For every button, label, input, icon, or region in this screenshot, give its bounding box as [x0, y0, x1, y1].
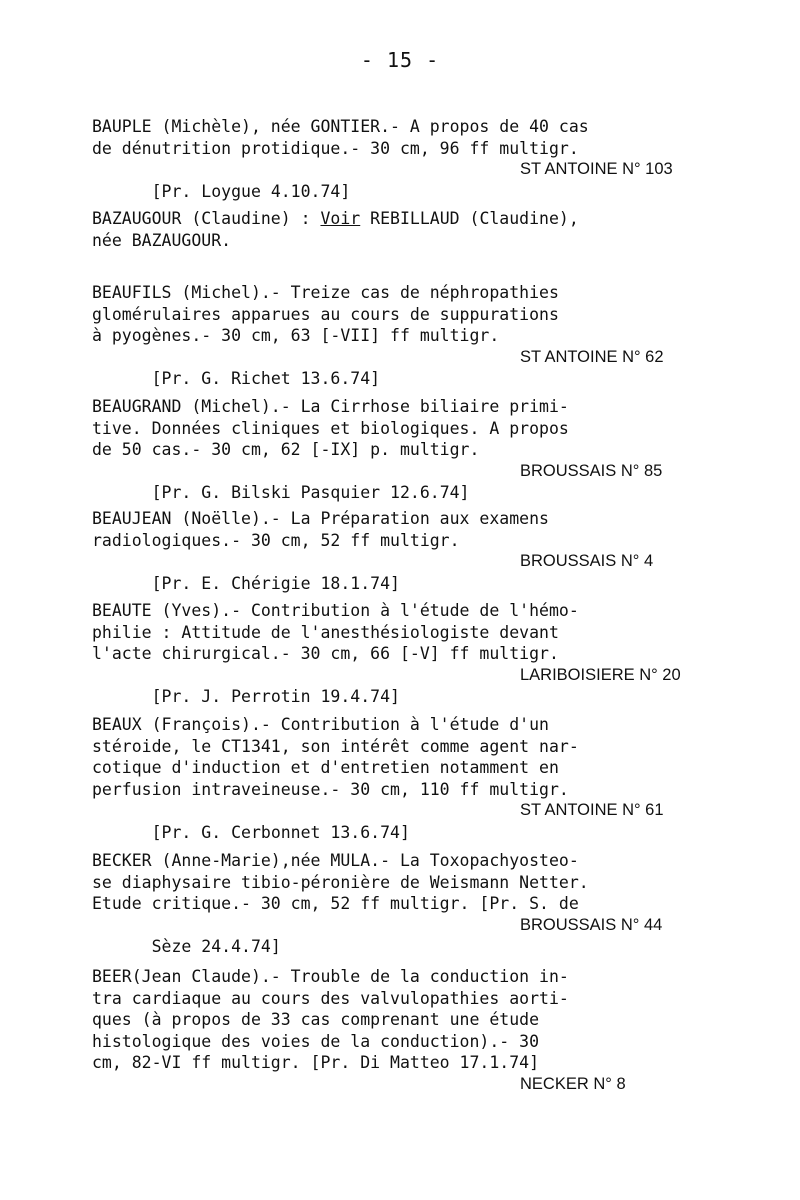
library-location: BROUSSAIS N° 85 — [520, 461, 663, 480]
library-location: BROUSSAIS N° 4 — [520, 552, 654, 570]
library-location: ST ANTOINE N° 61 — [520, 801, 664, 819]
entry-line: cotique d'induction et d'entretien notamment en — [92, 758, 559, 777]
entry-line: philie : Attitude de l'anesthésiologiste devant — [92, 622, 559, 642]
catalog-entry — [92, 850, 752, 956]
entry-line: de 50 cas.- 30 cm, 62 [-IX] p. multigr. — [92, 440, 480, 459]
see-reference: Voir — [320, 209, 361, 228]
entry-line: Sèze 24.4.74] — [151, 937, 281, 956]
catalog-entry — [92, 396, 752, 502]
entry-line: BEAUGRAND (Michel).- La Cirrhose biliaire primi- — [92, 397, 569, 416]
entry-line: BEAUX (François).- Contribution à l'étude d'un — [92, 715, 549, 734]
library-location: LARIBOISIERE N° 20 — [520, 665, 681, 684]
catalog-entry — [92, 282, 752, 388]
entry-line: née BAZAUGOUR. — [92, 230, 232, 250]
library-location: ST ANTOINE N° 62 — [520, 347, 664, 366]
entry-line: perfusion intraveineuse.- 30 cm, 110 ff multigr. — [92, 779, 569, 799]
entry-line: BAUPLE (Michèle), née GONTIER.- A propos de 40 cas — [92, 117, 589, 136]
entry-line: BEAUTE (Yves).- Contribution à l'étude de l'hémo- — [92, 601, 579, 620]
entry-line: [Pr. Loygue 4.10.74] — [151, 181, 351, 201]
catalog-entry — [92, 208, 752, 251]
entry-line: glomérulaires apparues au cours de suppurations — [92, 304, 559, 324]
library-location: ST ANTOINE N° 103 — [520, 160, 673, 178]
entry-line: [Pr. G. Cerbonnet 13.6.74] — [151, 822, 410, 842]
entry-line: histologique des voies de la conduction).- 30 — [92, 1031, 540, 1051]
catalog-entry — [92, 714, 752, 842]
entry-line: l'acte chirurgical.- 30 cm, 66 [-V] ff multigr. — [92, 644, 559, 663]
page-number: - 15 - — [360, 48, 440, 72]
entry-text: BAZAUGOUR (Claudine) : — [92, 209, 321, 228]
entry-line: BECKER (Anne-Marie),née MULA.- La Toxopachyosteo- — [92, 851, 579, 870]
catalog-entry — [92, 116, 752, 201]
entry-line: tra cardiaque au cours des valvulopathies aorti- — [92, 988, 569, 1008]
entry-line: BEAUJEAN (Noëlle).- La Préparation aux examens — [92, 509, 549, 528]
entry-line: [Pr. G. Richet 13.6.74] — [151, 369, 381, 388]
library-location: BROUSSAIS N° 44 — [520, 915, 663, 934]
catalog-entry — [92, 600, 752, 706]
entry-line: [Pr. G. Bilski Pasquier 12.6.74] — [151, 483, 470, 502]
entry-text: REBILLAUD (Claudine), — [360, 209, 579, 228]
entry-line: Etude critique.- 30 cm, 52 ff multigr. [Pr. S. de — [92, 894, 579, 913]
entry-line: de dénutrition protidique.- 30 cm, 96 ff multigr. — [92, 138, 579, 158]
catalog-entry — [92, 508, 752, 593]
entry-line: BEER(Jean Claude).- Trouble de la conduction in- — [92, 967, 569, 986]
entry-line: [Pr. J. Perrotin 19.4.74] — [151, 687, 400, 706]
entry-line: à pyogènes.- 30 cm, 63 [-VII] ff multigr. — [92, 326, 500, 345]
entry-line: stéroide, le CT1341, son intérêt comme agent nar- — [92, 736, 579, 756]
entry-line: radiologiques.- 30 cm, 52 ff multigr. — [92, 530, 460, 550]
entry-line: [Pr. E. Chérigie 18.1.74] — [151, 573, 400, 593]
entry-line: BEAUFILS (Michel).- Treize cas de néphropathies — [92, 283, 559, 302]
entry-line: cm, 82-VI ff multigr. [Pr. Di Matteo 17.1.74] — [92, 1053, 540, 1072]
entry-line: ques (à propos de 33 cas comprenant une étude — [92, 1010, 540, 1029]
catalog-entry — [92, 966, 752, 1095]
library-location: NECKER N° 8 — [520, 1074, 626, 1093]
entry-line: tive. Données cliniques et biologiques. A propos — [92, 418, 569, 438]
entry-line: se diaphysaire tibio-péronière de Weismann Netter. — [92, 872, 589, 892]
